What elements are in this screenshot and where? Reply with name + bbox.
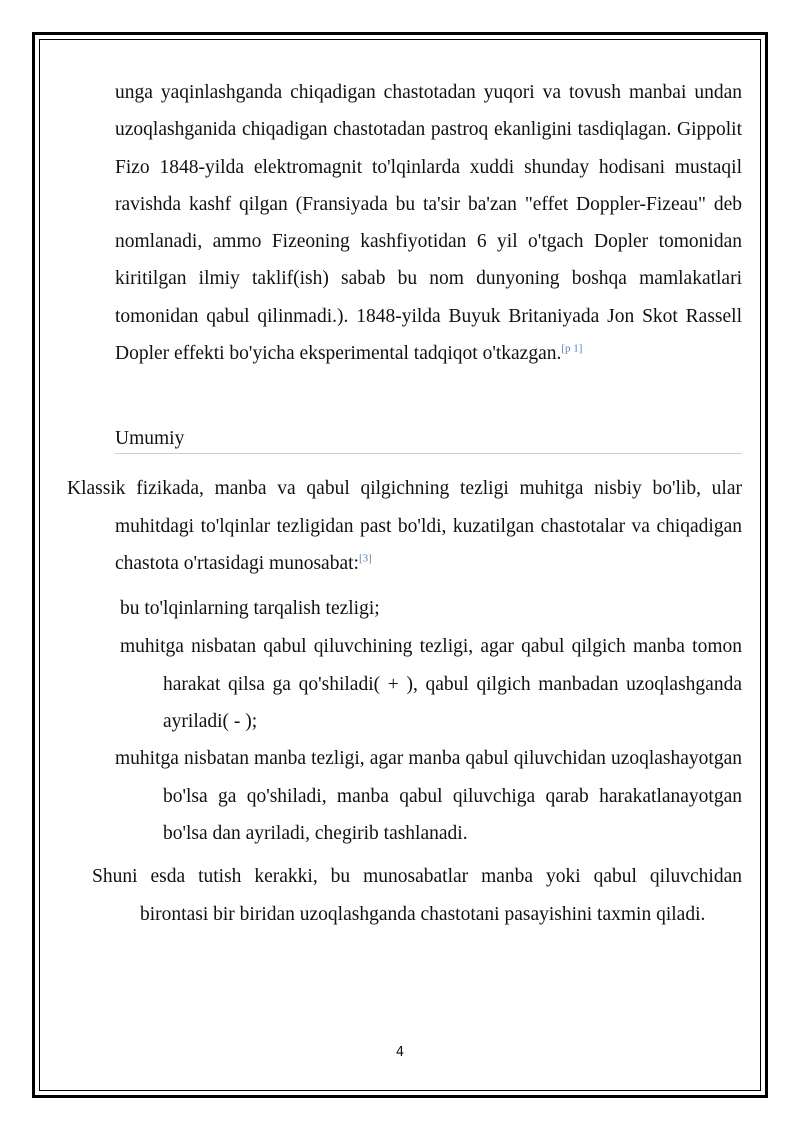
paragraph-history	[115, 74, 742, 372]
page-number: 4	[395, 1045, 405, 1060]
section-heading: Umumiy	[115, 425, 742, 454]
paragraph-history-text: unga yaqinlashganda chiqadigan chastotadan yuqori va tovush manbai undan uzoqlashganida chiqadigan chastotadan pastroq ekanligini tasdiqlagan. Gippolit Fizo 1848-yilda elektromagnit to'lqinlarda xuddi shunday hodisani mustaqil ravishda kashf qilgan (Fransiyada bu ta'sir ba'zan "effet Doppler-Fizeau" deb nomlanadi, ammo Fizeoning kashfiyotidan 6 yil o'tgach Dopler tomonidan kiritilgan ilmiy taklif(ish) sabab bu nom dunyoning boshqa mamlakatlari tomonidan qabul qilinmadi.). 1848-yilda Buyuk Britaniyada Jon Skot Rassell Dopler effekti bo'yicha eksperimental tadqiqot o'tkazgan.	[115, 82, 742, 365]
paragraph-note: Shuni esda tutish kerakki, bu munosabatlar manba yoki qabul qiluvchidan birontasi bir biridan uzoqlashganda chastotani pasayishini taxmin qiladi.	[92, 866, 742, 925]
definition-item-wave-speed: bu to'lqinlarning tarqalish tezligi;	[120, 598, 380, 619]
reference-link-p1[interactable]: [p 1]	[561, 342, 583, 355]
paragraph-classical	[67, 470, 742, 583]
definition-item-source-speed: muhitga nisbatan manba tezligi, agar manba qabul qiluvchidan uzoqlashayotgan bo'lsa ga qo'shiladi, manba qabul qiluvchiga qarab harakatlanayotgan bo'lsa dan ayriladi, chegirib tashlanadi.	[115, 748, 742, 844]
reference-link-3[interactable]: [3]	[358, 552, 372, 565]
definition-item-receiver-speed: muhitga nisbatan qabul qiluvchining tezligi, agar qabul qilgich manba tomon harakat qilsa ga qo'shiladi( + ), qabul qilgich manbadan uzoqlashganda ayriladi( - );	[120, 636, 742, 732]
paragraph-classical-text: Klassik fizikada, manba va qabul qilgichning tezligi muhitga nisbiy bo'lib, ular muhitdagi to'lqinlar tezligidan past bo'ldi, kuzatilgan chastotalar va chiqadigan chastota o'rtasidagi munosabat:	[67, 478, 742, 574]
